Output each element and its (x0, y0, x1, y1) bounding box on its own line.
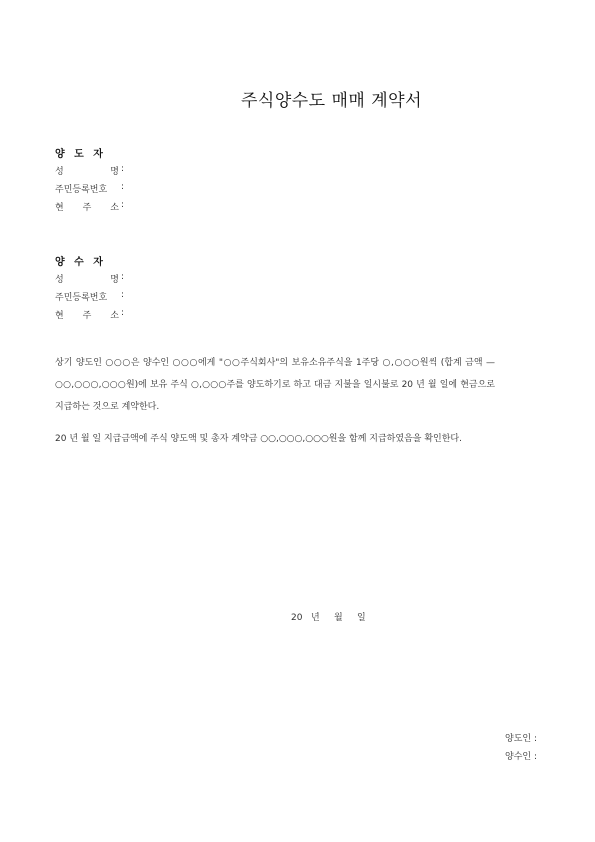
seller-name-label: 성 명 (55, 167, 119, 177)
seller-heading: 양 도 자 (55, 149, 106, 160)
document-title: 주식양수도 매매 계약서 (240, 91, 423, 111)
buyer-name-field (55, 272, 124, 285)
seller-address-colon: : (121, 200, 125, 210)
buyer-name-label: 성 명 (55, 275, 119, 285)
seller-signature-line: 양도인 : (505, 734, 537, 744)
seller-address-field (55, 200, 124, 213)
buyer-heading: 양 수 자 (55, 257, 106, 268)
buyer-name-colon: : (121, 272, 125, 282)
buyer-signature-line: 양수인 : (505, 752, 537, 762)
seller-address-label: 현 주 소 (55, 203, 119, 213)
buyer-id-field (55, 290, 124, 303)
contract-clause-paragraph: 상기 양도인 ○○○은 양수인 ○○○에게 "○○주식회사"의 보유소유주식을 1주당 ○,○○○원씩 (합계 금액 — ○○,○○○,○○○원)에 보유 주식 ○,○○○주를 양도하기로 하고 대금 지불을 일시불로 20 년 월 일에 현금으로 지급하는 것으로 계약한다. (55, 358, 495, 412)
seller-id-label: 주민등록번호 (55, 185, 108, 195)
seller-name-field (55, 164, 124, 177)
seller-name-colon: : (121, 164, 125, 174)
seller-id-colon: : (121, 182, 125, 192)
buyer-address-label: 현 주 소 (55, 311, 119, 321)
contract-date: 20 년 월 일 (291, 613, 366, 623)
buyer-address-colon: : (121, 308, 125, 318)
buyer-id-label: 주민등록번호 (55, 293, 108, 303)
payment-confirmation-paragraph: 20 년 월 일 지급금액에 주식 양도액 및 총자 계약금 ○○,○○○,○○○원을 함께 지급하였음을 확인한다. (55, 434, 462, 444)
buyer-address-field (55, 308, 124, 321)
seller-id-field (55, 182, 124, 195)
buyer-id-colon: : (121, 290, 125, 300)
